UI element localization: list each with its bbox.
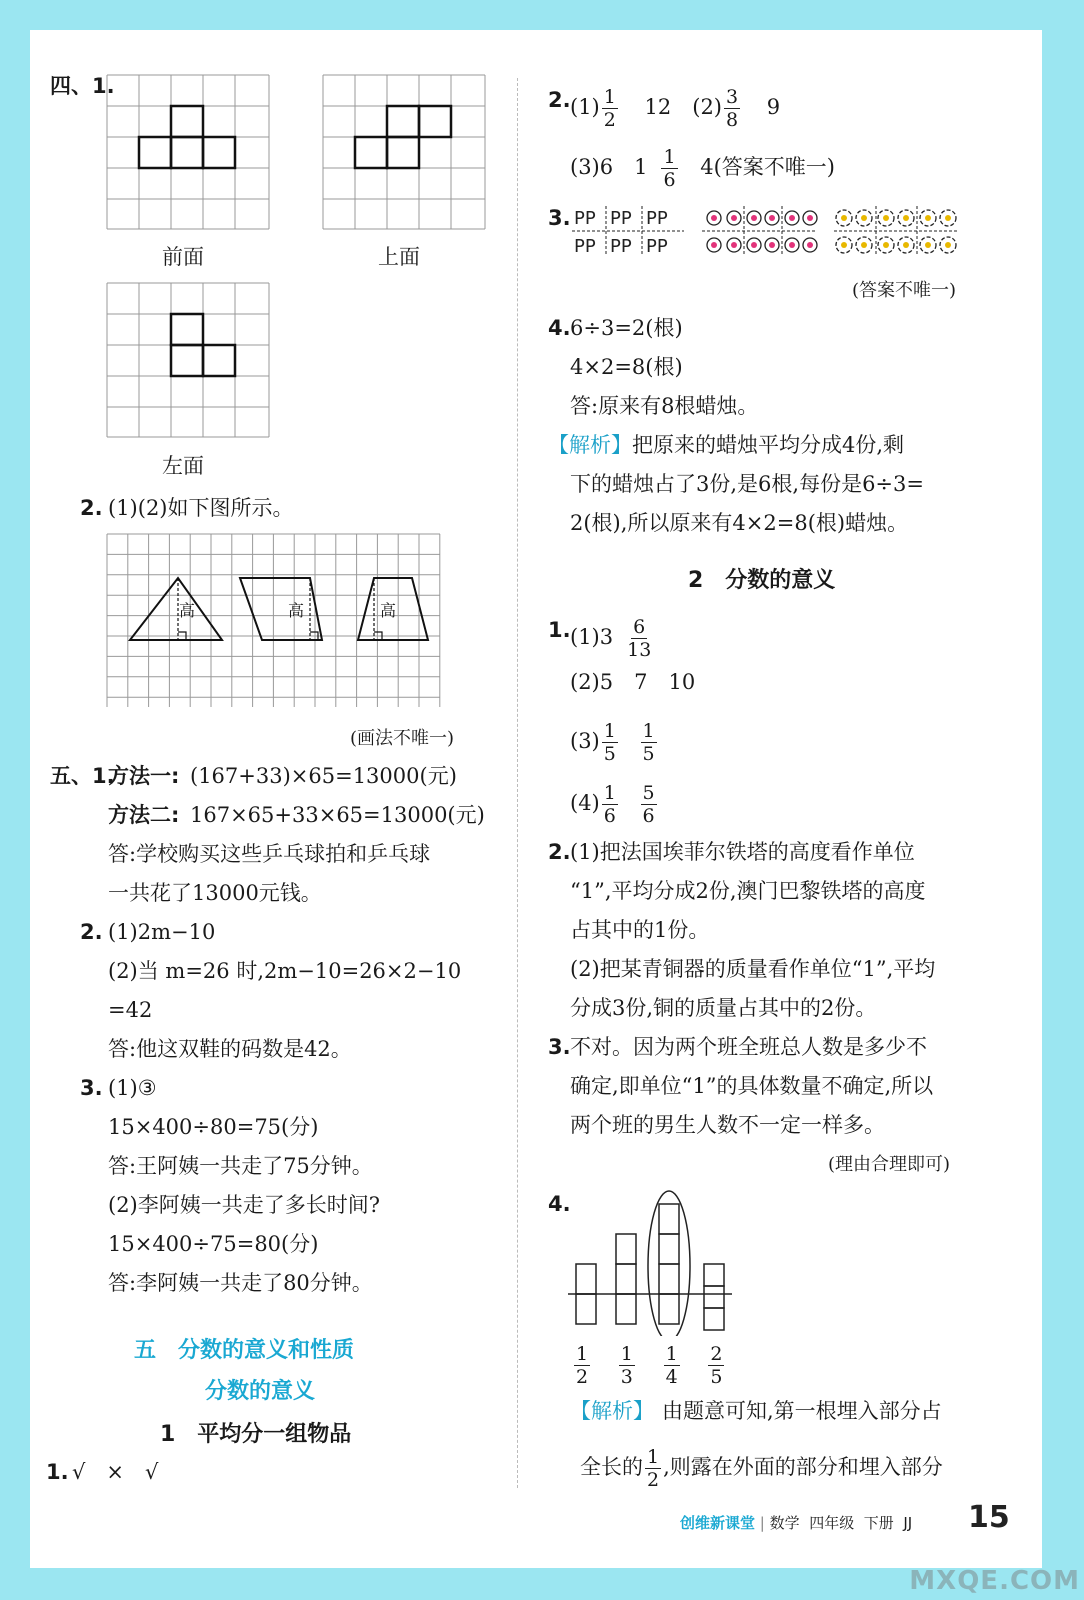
r-p2-line1: (1)把法国埃菲尔铁塔的高度看作单位 bbox=[570, 840, 915, 864]
analysis-tag: 【解析】 bbox=[548, 433, 632, 457]
r-q4-number: 4. bbox=[548, 316, 571, 340]
r-q4-line1: 6÷3=2(根) bbox=[570, 316, 683, 340]
r-p2-number: 2. bbox=[548, 840, 571, 864]
q4-2-note: (画法不唯一) bbox=[350, 728, 455, 749]
r-p1-line-c: (3) $\frac{1}{5}$ $\frac{1}{5}$ bbox=[570, 720, 655, 765]
stick-4 bbox=[704, 1308, 724, 1330]
q5-3-number: 3. bbox=[80, 1076, 103, 1100]
grid-left-view bbox=[106, 282, 270, 438]
r-q4-line2: 4×2=8(根) bbox=[570, 355, 683, 379]
r-p2-line4: (2)把某青铜器的质量看作单位“1”,平均 bbox=[570, 957, 936, 981]
grid-height-drawing bbox=[106, 533, 442, 709]
lesson1-q1-marks: √ × √ bbox=[72, 1460, 159, 1484]
lesson1-title: 1 平均分一组物品 bbox=[160, 1422, 352, 1447]
r-p3-line2: 确定,即单位“1”的具体数量不确定,所以 bbox=[570, 1074, 934, 1098]
method2-expr: 167×65+33×65=13000(元) bbox=[190, 803, 485, 827]
r-p4-explain-line2: 全长的 $\frac{1}{2}$ ,则露在外面的部分和埋入部分 bbox=[580, 1446, 943, 1491]
q5-2-answer: 答:他这双鞋的码数是42。 bbox=[108, 1037, 352, 1061]
r-p1-line-b: (2)5 7 10 bbox=[570, 670, 696, 694]
pp-group-5: PP bbox=[610, 236, 632, 257]
height-label-3: 高 bbox=[380, 601, 397, 620]
pp-group-4: PP bbox=[574, 236, 596, 257]
q5-3-line3: 答:王阿姨一共走了75分钟。 bbox=[108, 1154, 373, 1178]
lesson2-title: 2 分数的意义 bbox=[688, 568, 836, 593]
r-q4-explain-line3: 2(根),所以原来有4×2=8(根)蜡烛。 bbox=[570, 511, 909, 535]
q5-2-number: 2. bbox=[80, 920, 103, 944]
r-p1-number: 1. bbox=[548, 618, 571, 642]
top-view-label: 上面 bbox=[378, 245, 420, 269]
page-number: 15 bbox=[968, 1500, 1010, 1535]
height-label-1: 高 bbox=[179, 601, 196, 620]
r-q4-explain-line2: 下的蜡烛占了3份,是6根,每份是6÷3= bbox=[570, 472, 924, 496]
section-title: 分数的意义 bbox=[205, 1379, 316, 1404]
front-view-label: 前面 bbox=[162, 245, 204, 269]
q5-3-line1: (1)③ bbox=[108, 1076, 157, 1100]
r-p3-note: (理由合理即可) bbox=[828, 1154, 951, 1175]
r-p3-line1: 不对。因为两个班全班总人数是多少不 bbox=[570, 1035, 927, 1059]
pp-group-3: PP bbox=[646, 208, 668, 229]
r-q3-note: (答案不唯一) bbox=[852, 280, 957, 301]
r-p4-fractions: $\frac{1}{2}$ $\frac{1}{3}$ $\frac{1}{4}$ $\frac{2}{5}$ bbox=[576, 1343, 723, 1388]
r-p2-line5: 分成3份,铜的质量占其中的2份。 bbox=[570, 996, 877, 1020]
r-p2-line2: “1”,平均分成2份,澳门巴黎铁塔的高度 bbox=[570, 879, 926, 903]
height-label-2: 高 bbox=[288, 601, 305, 620]
column-divider bbox=[517, 78, 518, 1488]
q5-2-line1: (1)2m−10 bbox=[108, 920, 216, 944]
r-p1-line-a: (1)3 $\frac{6}{13}$ bbox=[570, 616, 652, 661]
r-p3-number: 3. bbox=[548, 1035, 571, 1059]
left-view-label: 左面 bbox=[162, 454, 204, 478]
watermark: MXQE.COM bbox=[909, 1566, 1080, 1596]
grid-top-view bbox=[322, 74, 486, 230]
q5-2-line2: (2)当 m=26 时,2m−10=26×2−10 bbox=[108, 959, 462, 983]
method1-expr: (167+33)×65=13000(元) bbox=[190, 764, 457, 788]
r-q4-explain-line1: 【解析】把原来的蜡烛平均分成4份,剩 bbox=[548, 433, 905, 457]
r-q3-number: 3. bbox=[548, 206, 571, 230]
stick-2 bbox=[616, 1294, 636, 1324]
pp-group-1: PP bbox=[574, 208, 596, 229]
grid-front-view bbox=[106, 74, 270, 230]
stick-1-top bbox=[576, 1264, 596, 1294]
r-q4-answer: 答:原来有8根蜡烛。 bbox=[570, 394, 759, 418]
r-p4-number: 4. bbox=[548, 1192, 571, 1216]
q4-1-number: 四、1. bbox=[50, 74, 115, 98]
q5-3-line4: (2)李阿姨一共走了多长时间? bbox=[108, 1193, 381, 1217]
r-q2-number: 2. bbox=[548, 88, 571, 112]
q5-1-answer-line1: 答:学校购买这些乒乓球拍和乒乓球 bbox=[108, 842, 431, 866]
stick-3 bbox=[659, 1294, 679, 1324]
r-q2-line1: (1) $\frac{1}{2}$ 12 (2) $\frac{3}{8}$ 9 bbox=[570, 86, 781, 131]
triangle-shape bbox=[130, 578, 222, 640]
q5-3-line5: 15×400÷75=80(分) bbox=[108, 1232, 319, 1256]
r-p1-line-d: (4) $\frac{1}{6}$ $\frac{5}{6}$ bbox=[570, 782, 655, 827]
q5-3-line2: 15×400÷80=75(分) bbox=[108, 1115, 319, 1139]
stick-diagram bbox=[566, 1186, 736, 1336]
q4-2-number: 2. bbox=[80, 496, 103, 520]
chapter-title: 五 分数的意义和性质 bbox=[134, 1338, 355, 1363]
q4-2-text: (1)(2)如下图所示。 bbox=[108, 496, 294, 520]
method1-label: 方法一: bbox=[108, 764, 180, 788]
pp-group-2: PP bbox=[610, 208, 632, 229]
r-p4-explain-line1: 【解析】 由题意可知,第一根埋入部分占 bbox=[570, 1399, 942, 1423]
footer-brand: 创维新课堂 bbox=[680, 1514, 756, 1532]
footer-line: 创维新课堂 | 数学 四年级 下册 JJ bbox=[680, 1514, 913, 1532]
q5-3-line6: 答:李阿姨一共走了80分钟。 bbox=[108, 1271, 373, 1295]
method2-label: 方法二: bbox=[108, 803, 180, 827]
pp-group-6: PP bbox=[646, 236, 668, 257]
r-q2-line2: (3)6 1 $\frac{1}{6}$ 4(答案不唯一) bbox=[570, 146, 835, 191]
stick-1-bottom bbox=[576, 1294, 596, 1324]
q5-1-answer-line2: 一共花了13000元钱。 bbox=[108, 881, 322, 905]
r-p2-line3: 占其中的1份。 bbox=[570, 918, 710, 942]
analysis-tag-2: 【解析】 bbox=[570, 1399, 654, 1423]
grouping-diagram bbox=[572, 202, 960, 262]
r-p3-line3: 两个班的男生人数不一定一样多。 bbox=[570, 1113, 885, 1137]
q5-1-number: 五、1. bbox=[50, 764, 115, 788]
lesson1-q1-number: 1. bbox=[46, 1460, 69, 1484]
q5-2-line3: =42 bbox=[108, 998, 153, 1022]
